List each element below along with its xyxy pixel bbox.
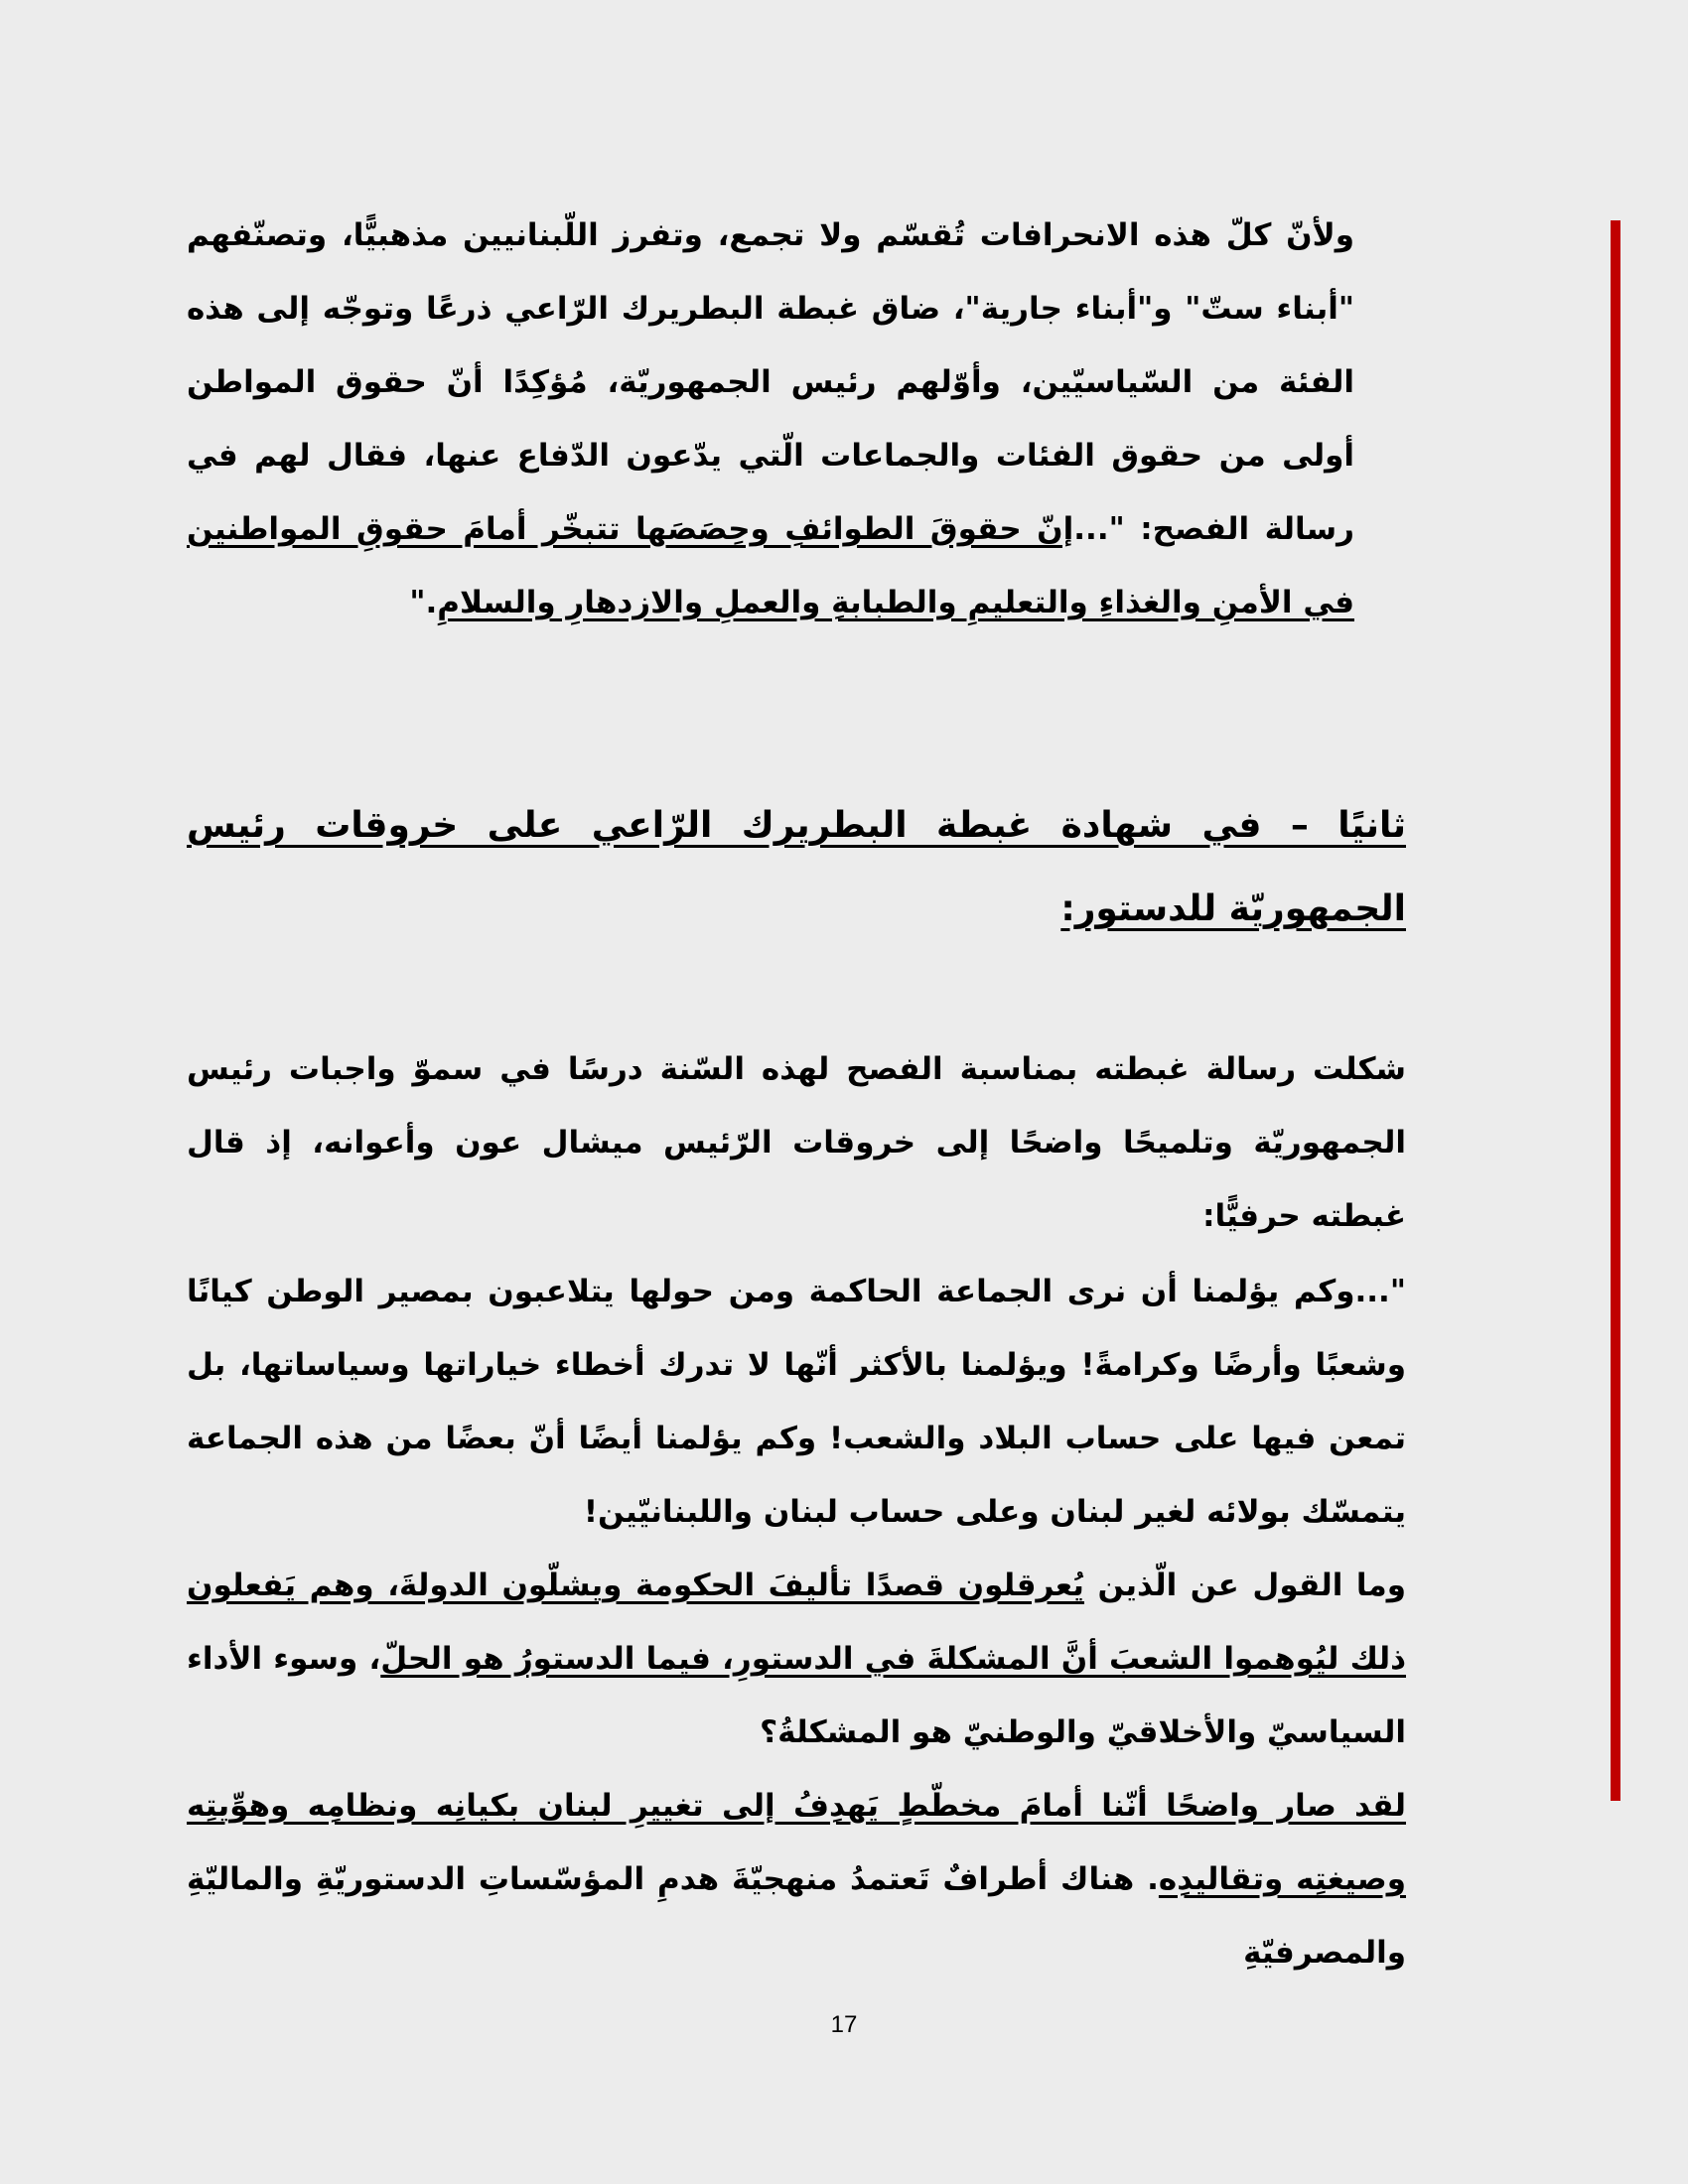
page-number: 17 — [830, 2011, 858, 2038]
paragraph-intro-plain: ولأنّ كلّ هذه الانحرافات تُقسّم ولا تجمع، وتفرز اللّبنانيين مذهبيًّا، وتصنّفهم "أبناء ستّ" و"أبناء جارية"، ضاق غبطة البطريرك الرّاعي ذرعًا وتوجّه إلى هذه الفئة من السّياسيّين، وأوّلهم رئيس الجمهوريّة، مُؤكِدًا أنّ حقوق المواطن أولى من حقوق الفئات والجماعات الّتي يدّعون الدّفاع عنها، فقال لهم في رسالة الفصح: "... — [187, 217, 1354, 547]
quote-part-2-start: وما القول عن الّذين — [1083, 1568, 1407, 1603]
paragraph-intro-text — [187, 199, 1354, 639]
paragraph-context — [187, 1032, 1406, 1253]
section-heading: ثانيًا – في شهادة غبطة البطريرك الرّاعي على خروقات رئيس الجمهوريّة للدستور: — [187, 805, 1406, 929]
quote-part-2 — [187, 1549, 1406, 1769]
margin-rule — [1611, 220, 1620, 1801]
paragraph-intro-underlined: إنّ حقوقَ الطوائفِ وحِصَصَها تتبخّر أمامَ حقوقِ المواطنين في الأمنِ والغذاءِ والتعليمِ والطبابةِ والعملِ والازدهارِ والسلامِ — [187, 511, 1354, 620]
quote-part-3-end: . هناك أطرافٌ تَعتمدُ منهجيّةَ هدمِ المؤسّساتِ الدستوريّةِ والماليّةِ والمصرفيّةِ — [187, 1861, 1406, 1971]
paragraph-context-text: شكلت رسالة غبطته بمناسبة الفصح لهذه السّنة درسًا في سموّ واجبات رئيس الجمهوريّة وتلميحًا واضحًا إلى خروقات الرّئيس ميشال عون وأعوانه، إذ قال غبطته حرفيًّا: — [187, 1051, 1406, 1234]
quote-block — [187, 1255, 1406, 1989]
quote-part-2-end: ، وسوء الأداء السياسيّ والأخلاقيّ والوطنيّ هو المشكلةُ؟ — [187, 1641, 1406, 1750]
quote-part-3-underlined: لقد صار واضحًا أنّنا أمامَ مخطّطٍ يَهدِفُ إلى تغييرِ لبنان بكيانِه ونظامِه وهوِّيتِه وصيغتِه وتقاليدِه — [187, 1788, 1406, 1897]
paragraph-intro-tail: ." — [409, 585, 438, 620]
paragraph-intro — [187, 199, 1354, 639]
quote-part-1: "...وكم يؤلمنا أن نرى الجماعة الحاكمة ومن حولها يتلاعبون بمصير الوطن كيانًا وشعبًا وأرضًا وكرامةً! ويؤلمنا بالأكثر أنّها لا تدرك أخطاء خياراتها وسياساتها، بل تمعن فيها على حساب البلاد والشعب! وكم يؤلمنا أيضًا أنّ بعضًا من هذه الجماعة يتمسّك بولائه لغير لبنان وعلى حساب لبنان واللبنانيّين! — [187, 1274, 1406, 1530]
quote-part-3 — [187, 1769, 1406, 1989]
quote-part-2-underlined: يُعرقلون قصدًا تأليفَ الحكومة ويشلّون الدولةَ، وهم يَفعلون ذلك ليُوهموا الشعبَ أنَّ المشكلةَ في الدستورِ، فيما الدستورُ هو الحلّ — [187, 1568, 1406, 1677]
